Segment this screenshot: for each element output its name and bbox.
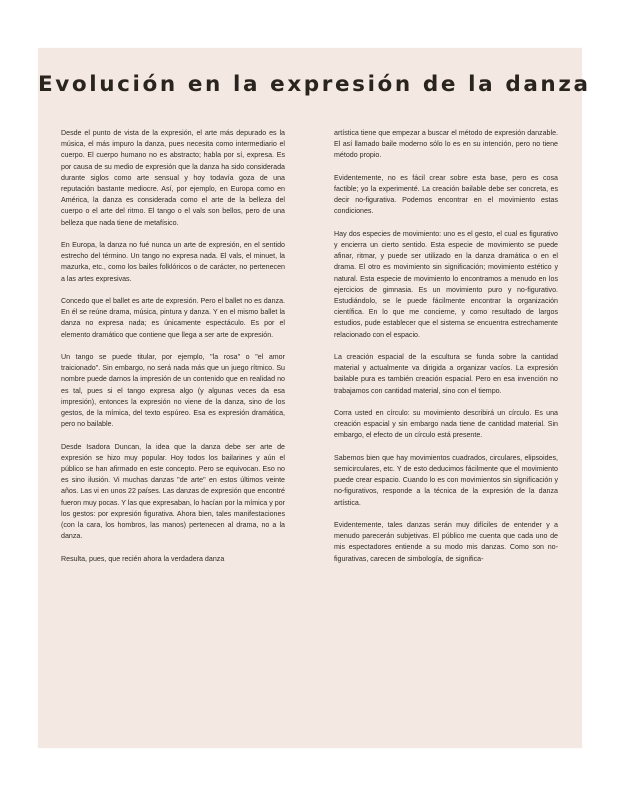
paragraph: Desde el punto de vista de la expresión, el arte más depurado es la música, el más impuro la danza, pues necesita como intermediario el cuerpo. El cuerpo humano no es abstracto; habla por sí, expresa. Es por causa de su medio de expresión que la danza ha sido considerada durante siglos como arte sensual y hoy todavía goza de una reputación bastante mediocre. Así, por ejemplo, en Europa como en América, la danza es considerada como el arte de la belleza del cuerpo o el arte del ritmo. El tango o el vals son bellos, pero de una belleza que nada tiene de metafísico. — [61, 129, 285, 227]
paragraph: Evidentemente, tales danzas serán muy difíciles de entender y a menudo parecerán subjetivas. El público me cuenta que cada uno de mis espectadores entiende a su modo mis danzas. Como son no-figurativas, carecen de simbología, de significa- — [334, 521, 558, 563]
paragraph: Hay dos especies de movimiento: uno es el gesto, el cual es figurativo y encierra un cierto sentido. Esta especie de movimiento se puede afinar, ritmar, y puede ser utilizado en la danza dramática o en el drama. El otro es movimiento sin significación; movimiento estético y natural. Esta especie de movimiento lo encontramos a menudo en los ejercicios de gimnasia. Es un movimiento puro y no-figurativo. Estudiándolo, se le puede fácilmente encontrar la organización científica. En lo que me concierne, y como resultado de largos estudios, pude establecer que el sistema se encuentra estrechamente relacionado con el espacio. — [334, 229, 558, 339]
paragraph: En Europa, la danza no fué nunca un arte de expresión, en el sentido estrecho del término. Un tango no expresa nada. El vals, el minuet, la mazurka, etc., como los bailes folklóricos o de carácter, no pertenecen a las artes expresivas. — [61, 241, 285, 283]
paragraph: La creación espacial de la escultura se funda sobre la cantidad material y actualmente va dirigida a organizar vacíos. La expresión bailable pura es también creación espacial. Pero en esa invención no trabajamos con cantidad material, sino con el tiempo. — [334, 353, 558, 395]
paragraph: Sabemos bien que hay movimientos cuadrados, circulares, elipsoides, semicirculares, etc. Y de esto deducimos fácilmente que el movimiento puede crear espacio. Cuando lo es con movimientos sin significación y no-figurativos, responde a la técnica de la expresión de la danza artística. — [334, 453, 558, 507]
paragraph: artística tiene que empezar a buscar el método de expresión danzable. El así llamado baile moderno sólo lo es en su intención, pero no tiene método propio. — [334, 129, 558, 160]
paragraph: Concedo que el ballet es arte de expresión. Pero el ballet no es danza. En él se reúne drama, música, pintura y danza. Y en el mismo ballet la danza no expresa nada; es únicamente espectáculo. Es por el elemento dramático que contiene que llega a ser arte de expresión. — [61, 297, 285, 339]
paragraph: Corra usted en círculo: su movimiento describirá un círculo. Es una creación espacial y sin embargo nada tiene de cantidad material. Sin embargo, el efecto de un círculo está presente. — [334, 409, 558, 440]
paragraph: Un tango se puede titular, por ejemplo, "la rosa" o "el amor traicionado". Sin embargo, no será nada más que un juego rítmico. Su nombre puede darnos la impresión de un contenido que en realidad no es tal, pues si el tango expresa algo (y algunas veces da esa impresión), entonces la expresión no viene de la danza, sino de los gestos, de la mímica, del texto espúreo. Esa es expresión dramática, pero no bailable. — [61, 353, 285, 429]
magazine-page — [38, 48, 591, 748]
paragraph: Evidentemente, no es fácil crear sobre esta base, pero es cosa factible; yo la experimenté. La creación bailable debe ser concreta, es decir no-figurativa. Podemos encontrar en el movimiento estas condiciones. — [334, 173, 558, 216]
paragraph: Resulta, pues, que recién ahora la verdadera danza — [61, 554, 225, 563]
paragraph: Desde Isadora Duncan, la idea que la danza debe ser arte de expresión se hizo muy popular. Hoy todos los bailarines y aún el público se han afirmado en este concepto. Pero se equivocan. Eso no es sino ilusión. Vi muchas danzas "de arte" en estos últimos veinte años. Las vi en unos 22 países. Las danzas de expresión que encontré fueron muy pocas. Y las que expresaban, lo hacían por la mímica y por los gestos: por expresión figurativa. Ahora bien, tales manifestaciones (con la cara, los hombros, las manos) pertenecen al drama, no a la danza. — [61, 442, 286, 541]
left-column — [61, 128, 285, 576]
right-column — [334, 128, 558, 576]
article-title: Evolución en la expresión de la danza — [38, 72, 591, 97]
